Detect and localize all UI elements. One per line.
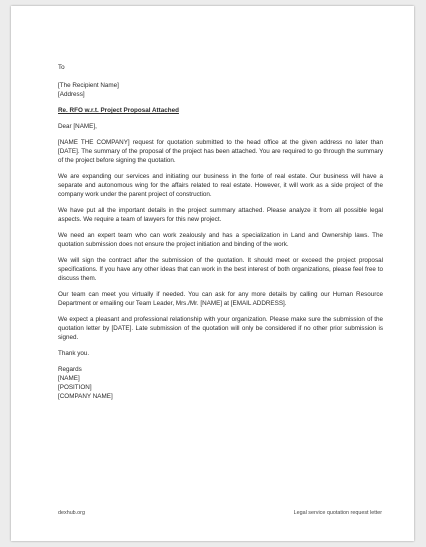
letter-subject: Re. RFO w.r.t. Project Proposal Attached <box>58 107 179 114</box>
paragraph-2: We are expanding our services and initiating our business in the forte of real estate. Our business will have a separate and autonomous wing for the affairs related to real estate. However, it will work as a side project of the company work under the parent project of construction. <box>58 173 383 198</box>
paragraph-4: We need an expert team who can work zealously and has a specialization in Land and Ownership laws. The quotation submission does not ensure the project initiation and binding of the work. <box>58 232 383 248</box>
signature-position: [POSITION] <box>58 384 92 391</box>
document-page <box>11 6 414 541</box>
to-label: To <box>58 64 65 71</box>
salutation: Dear [NAME], <box>58 123 97 130</box>
paragraph-3: We have put all the important details in the project summary attached. Please analyze it from all possible legal aspects. We require a team of lawyers for this new project. <box>58 207 383 223</box>
paragraph-7: We expect a pleasant and professional relationship with your organization. Please make sure the submission of the quotation letter by [DATE]. Late submission of the quotation will only be considered if no other prior submission is signed. <box>58 316 383 341</box>
recipient-name: [The Recipient Name] <box>58 82 119 89</box>
paragraph-1: [NAME THE COMPANY] request for quotation submitted to the head office at the given address no later than [DATE]. The summary of the proposal of the project has been attached. You are required to go through the summary of the project before signing the quotation. <box>58 139 383 164</box>
paragraph-5: We will sign the contract after the submission of the quotation. It should meet or exceed the project proposal specifications. If you have any other ideas that can work in the best interest of both organizations, please feel free to discuss them. <box>58 257 383 282</box>
page-footer <box>58 510 382 516</box>
paragraph-6: Our team can meet you virtually if needed. You can ask for any more details by calling our Human Resource Department or emailing our Team Leader, Mrs./Mr. [NAME] at [EMAIL ADDRESS]. <box>58 291 383 307</box>
letter-body <box>58 63 383 401</box>
thanks-line: Thank you. <box>58 350 90 357</box>
closing: Regards <box>58 366 82 373</box>
signature-name: [NAME] <box>58 375 80 382</box>
recipient-address: [Address] <box>58 91 85 98</box>
footer-title: Legal service quotation request letter <box>293 510 382 516</box>
signature-company: [COMPANY NAME] <box>58 393 113 400</box>
footer-site: dexhub.org <box>58 510 85 516</box>
